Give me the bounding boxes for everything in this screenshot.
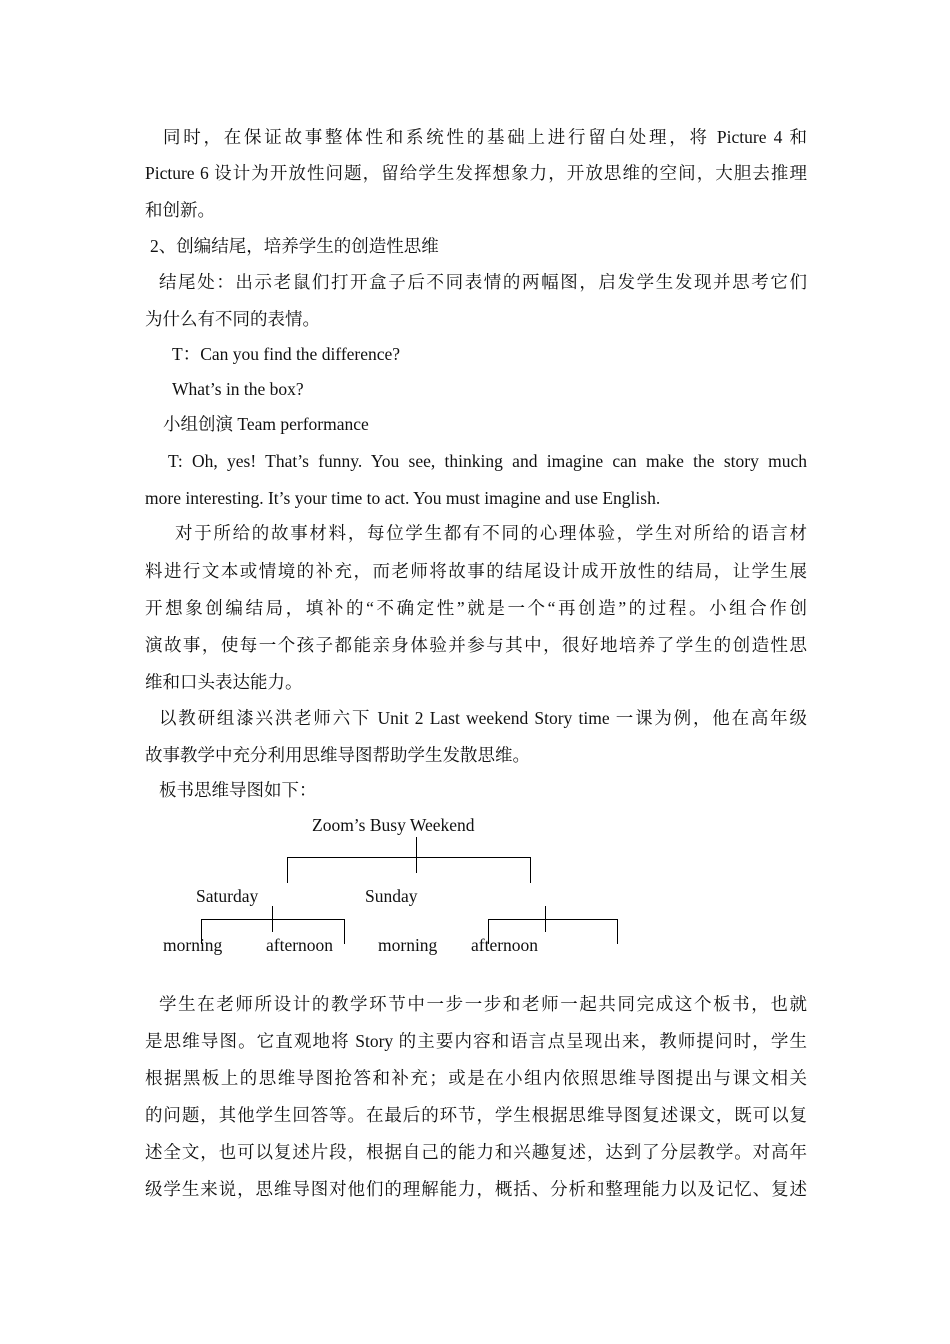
mindmap-saturday-afternoon: afternoon — [266, 935, 334, 955]
mindmap-sunday-afternoon: afternoon — [471, 935, 539, 955]
paragraph-4-line-5: 维和口头表达能力。 — [145, 672, 303, 692]
mindmap-level1-left-drop — [287, 857, 288, 883]
paragraph-4-line-4: 演故事，使每一个孩子都能亲身体验并参与其中，很好地培养了学生的创造性思 — [145, 635, 807, 655]
section-heading-2: 2、创编结尾，培养学生的创造性思维 — [150, 236, 439, 256]
paragraph-4-line-2: 料进行文本或情境的补充，而老师将故事的结尾设计成开放性的结局，让学生展 — [145, 561, 807, 581]
mindmap-sunday: Sunday — [365, 886, 418, 906]
paragraph-1-line-2: Picture 6 设计为开放性问题，留给学生发挥想象力，开放思维的空间，大胆去推理 — [145, 163, 807, 183]
team-performance-line: 小组创演 Team performance — [163, 414, 369, 434]
paragraph-7-line-6: 级学生来说，思维导图对他们的理解能力，概括、分析和整理能力以及记忆、复述 — [145, 1179, 807, 1199]
paragraph-7-line-1: 学生在老师所设计的教学环节中一步一步和老师一起共同完成这个板书，也就 — [159, 994, 807, 1014]
paragraph-4-line-1: 对于所给的故事材料，每位学生都有不同的心理体验，学生对所给的语言材 — [175, 523, 807, 543]
mindmap-intro-line: 板书思维导图如下： — [159, 780, 317, 800]
paragraph-7-line-3: 根据黑板上的思维导图抢答和补充；或是在小组内依照思维导图提出与课文相关 — [145, 1068, 807, 1088]
paragraph-7-line-4: 的问题，其他学生回答等。在最后的环节，学生根据思维导图复述课文，既可以复 — [145, 1105, 807, 1125]
dialog-line-2: What’s in the box? — [172, 379, 304, 399]
paragraph-1-line-3: 和创新。 — [145, 200, 215, 220]
dialog-line-1: T：Can you find the difference? — [172, 344, 401, 364]
mindmap-sunday-morning: morning — [378, 935, 438, 955]
mindmap-level1-bar — [287, 857, 531, 858]
mindmap-sunday-bar — [488, 919, 618, 920]
mindmap-title-stem — [416, 837, 417, 873]
mindmap-saturday-morning: morning — [163, 935, 223, 955]
paragraph-7-line-5: 述全文，也可以复述片段，根据自己的能力和兴趣复述，达到了分层教学。对高年 — [145, 1142, 807, 1162]
mindmap-level1-right-drop — [530, 857, 531, 883]
mindmap-saturday-bar — [201, 919, 345, 920]
mindmap-sunday-right-drop — [617, 919, 618, 944]
mindmap-saturday-right-drop — [344, 919, 345, 944]
paragraph-3-line-2: more interesting. It’s your time to act. You must imagine and use English. — [145, 488, 661, 508]
paragraph-2-line-2: 为什么有不同的表情。 — [145, 309, 320, 329]
mindmap-saturday: Saturday — [196, 886, 259, 906]
paragraph-5-line-1: 以教研组漆兴洪老师六下 Unit 2 Last weekend Story time 一课为例，他在高年级 — [159, 708, 807, 728]
paragraph-7-line-2: 是思维导图。它直观地将 Story 的主要内容和语言点呈现出来，教师提问时，学生 — [145, 1031, 807, 1051]
paragraph-4-line-3: 开想象创编结局，填补的“不确定性”就是一个“再创造”的过程。小组合作创 — [145, 598, 807, 618]
paragraph-2-line-1: 结尾处：出示老鼠们打开盒子后不同表情的两幅图，启发学生发现并思考它们 — [159, 272, 807, 292]
mindmap-title: Zoom’s Busy Weekend — [312, 815, 475, 835]
paragraph-3-line-1: T: Oh, yes! That’s funny. You see, thinking and imagine can make the story much — [168, 451, 807, 471]
paragraph-1-line-1: 同时，在保证故事整体性和系统性的基础上进行留白处理，将 Picture 4 和 — [163, 127, 807, 147]
paragraph-5-line-2: 故事教学中充分利用思维导图帮助学生发散思维。 — [145, 745, 530, 765]
